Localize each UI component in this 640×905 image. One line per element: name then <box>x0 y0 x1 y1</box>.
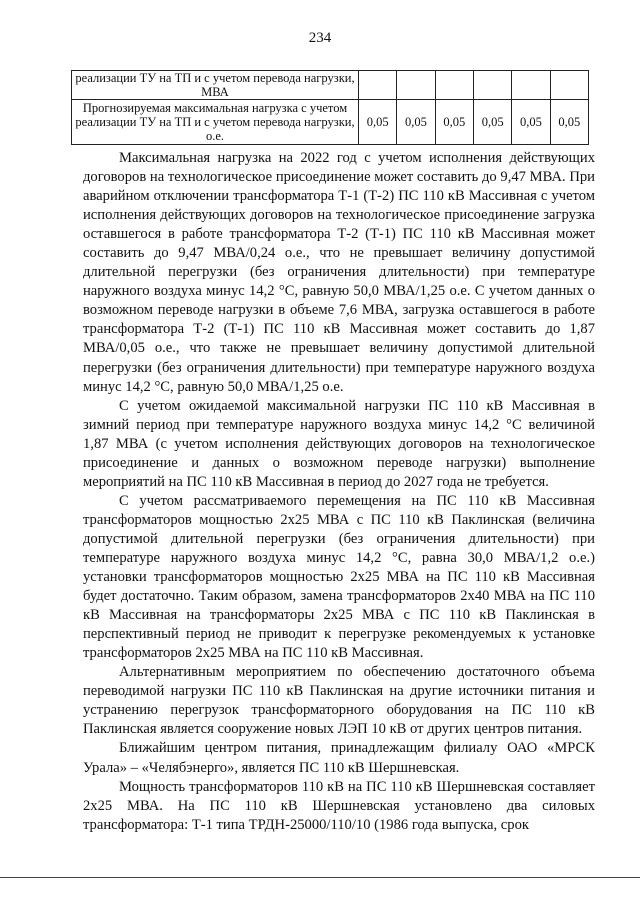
paragraph: Ближайшим центром питания, принадлежащим филиалу ОАО «МРСК Урала» – «Челябэнерго», является ПС 110 кВ Шершневская. <box>83 740 595 776</box>
table-cell: 0,05 <box>435 100 473 145</box>
table-cell <box>512 71 550 100</box>
paragraph: Максимальная нагрузка на 2022 год с учетом исполнения действующих договоров на технологическое присоединение может составить до 9,47 МВА. При аварийном отключении трансформатора Т-1 (Т-2) ПС 110 кВ Массивная с учетом исполнения действующих договоров на технологическое присоединение загрузка оставшегося в работе трансформатора Т-2 (Т-1) ПС 110 кВ Массивная может составить до 9,47 МВА/0,24 о.е., что не превышает величину допустимой длительной перегрузки (без ограничения длительности) при температуре наружного воздуха минус 14,2 °С, равную 50,0 МВА/1,25 о.е. С учетом данных о возможном переводе нагрузки в объеме 7,6 МВА, загрузка оставшегося в работе трансформатора Т-2 (Т-1) ПС 110 кВ Массивная может составить до 1,87 МВА/0,05 о.е., что также не превышает величину допустимой длительной перегрузки (без ограничения длительности) при температуре наружного воздуха минус 14,2 °С, равную 50,0 МВА/1,25 о.е. <box>83 150 595 395</box>
paragraph: С учетом рассматриваемого перемещения на ПС 110 кВ Массивная трансформаторов мощностью 2х25 МВА с ПС 110 кВ Паклинская (величина допустимой длительной перегрузки (без ограничения длительности) при температуре наружного воздуха минус 14,2 °С, равна 30,0 МВА/1,2 о.е.) установки трансформаторов мощностью 2х25 МВА на ПС 110 кВ Массивная будет достаточно. Таким образом, замена трансформаторов 2х40 МВА на ПС 110 кВ Массивная на трансформаторы 2х25 МВА с ПС 110 кВ Паклинская в перспективный период не приводит к перегрузке рекомендуемых к установке трансформаторов 2х25 МВА на ПС 110 кВ Массивная. <box>83 492 595 662</box>
paragraph: С учетом ожидаемой максимальной нагрузки ПС 110 кВ Массивная в зимний период при температуре наружного воздуха минус 14,2 °С величиной 1,87 МВА (с учетом исполнения действующих договоров на технологическое присоединение и данных о возможном переводе нагрузки) выполнение мероприятий на ПС 110 кВ Массивная в период до 2027 года не требуется. <box>83 397 595 490</box>
table-cell <box>550 71 588 100</box>
body-text <box>83 149 595 835</box>
table-row <box>72 71 589 100</box>
table-cell: 0,05 <box>359 100 397 145</box>
table-cell: 0,05 <box>550 100 588 145</box>
table-cell <box>397 71 435 100</box>
table-cell <box>359 71 397 100</box>
table-cell: 0,05 <box>397 100 435 145</box>
table-cell <box>473 71 511 100</box>
table-row <box>72 100 589 145</box>
table-row-label: реализации ТУ на ТП и с учетом перевода нагрузки, МВА <box>72 71 359 100</box>
page-number: 234 <box>308 30 332 46</box>
table-cell <box>435 71 473 100</box>
paragraph: Мощность трансформаторов 110 кВ на ПС 110 кВ Шершневская составляет 2х25 МВА. На ПС 110 кВ Шершневская установлено два силовых трансформатора: Т-1 типа ТРДН-25000/110/10 (1986 года выпуска, срок <box>83 778 595 833</box>
table-cell: 0,05 <box>473 100 511 145</box>
page-bottom-divider <box>0 877 640 878</box>
table-cell: 0,05 <box>512 100 550 145</box>
paragraph: Альтернативным мероприятием по обеспечению достаточного объема переводимой нагрузки ПС 110 кВ Паклинская на другие источники питания и устранению перегрузок трансформаторного оборудования на ПС 110 кВ Паклинская является сооружение новых ЛЭП 10 кВ от других центров питания. <box>83 664 595 738</box>
table-row-label: Прогнозируемая максимальная нагрузка с учетом реализации ТУ на ТП и с учетом перевода нагрузки, о.е. <box>72 100 359 145</box>
load-table <box>71 70 589 145</box>
